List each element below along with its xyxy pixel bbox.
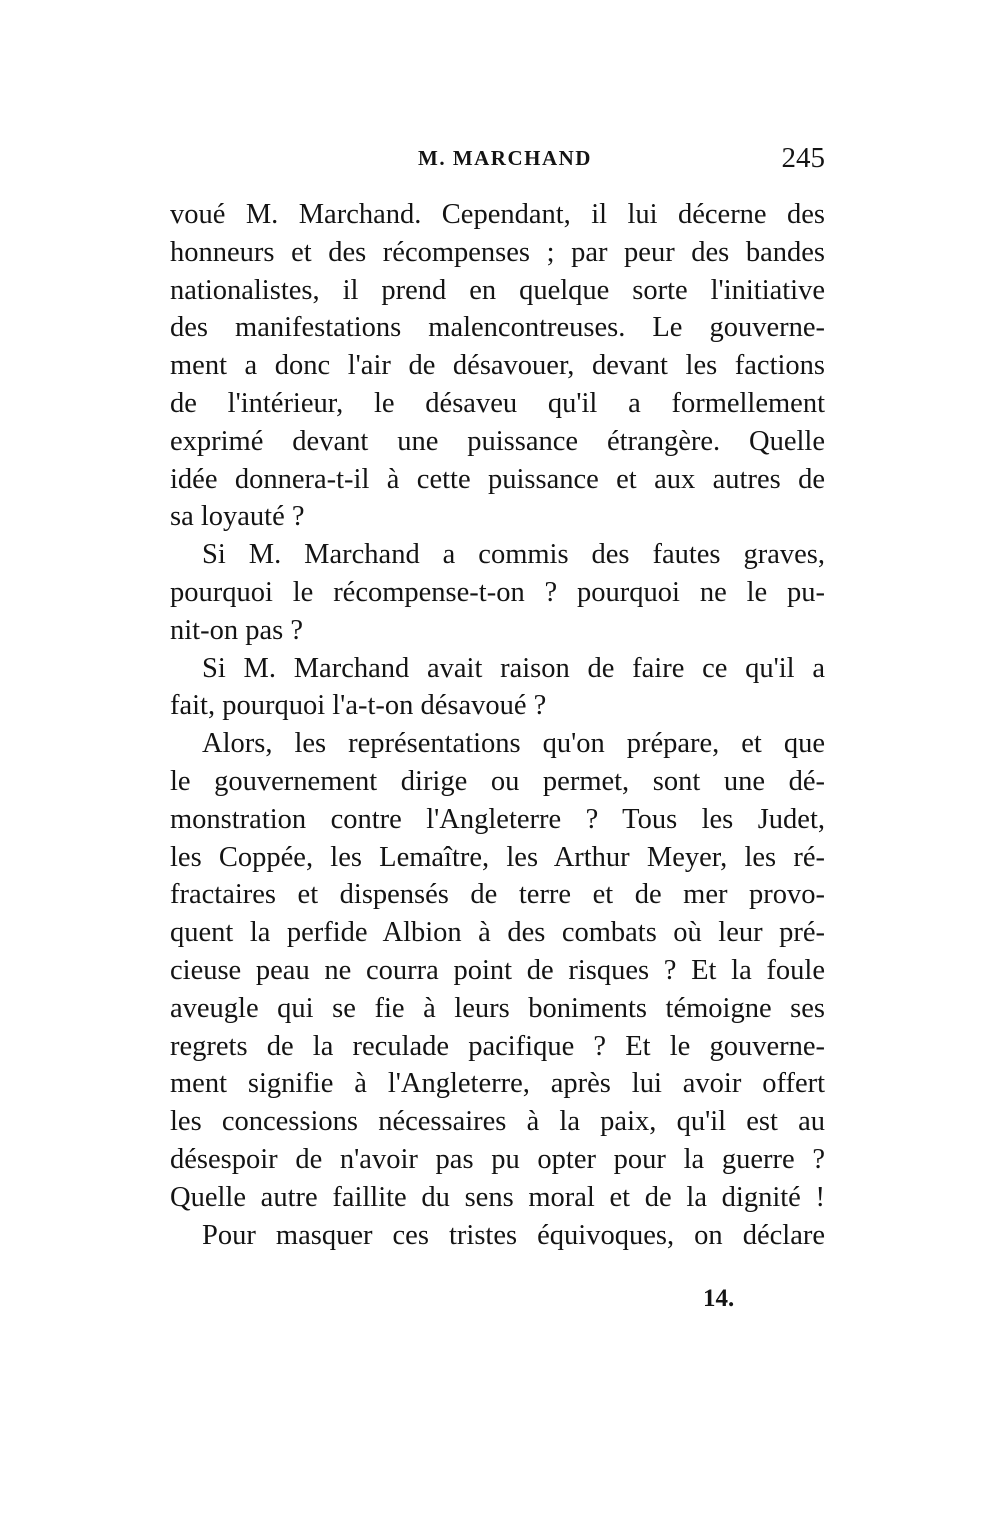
text-line: aveugle qui se fie à leurs boniments témoigne ses <box>170 992 825 1024</box>
signature-mark: 14. <box>703 1285 735 1312</box>
body-text <box>170 196 825 1254</box>
text-line: ment a donc l'air de désavouer, devant les factions <box>170 350 825 382</box>
text-line: ment signifie à l'Angleterre, après lui avoir offert <box>170 1068 825 1100</box>
text-line: fait, pourquoi l'a-t-on désavoué ? <box>170 690 547 722</box>
text-line: idée donnera-t-il à cette puissance et aux autres de <box>170 463 825 495</box>
text-line: regrets de la reculade pacifique ? Et le gouverne- <box>170 1030 825 1062</box>
text-line: de l'intérieur, le désaveu qu'il a formellement <box>170 387 825 419</box>
text-line: cieuse peau ne courra point de risques ? Et la foule <box>170 954 825 986</box>
text-line: monstration contre l'Angleterre ? Tous les Judet, <box>170 803 825 835</box>
text-line: pourquoi le récompense-t-on ? pourquoi ne le pu- <box>170 576 825 608</box>
text-line: Alors, les représentations qu'on prépare, et que <box>202 728 825 760</box>
text-line: désespoir de n'avoir pas pu opter pour la guerre ? <box>170 1143 825 1175</box>
text-line: sa loyauté ? <box>170 501 305 533</box>
running-head <box>170 142 825 180</box>
text-line: quent la perfide Albion à des combats où leur pré- <box>170 917 825 949</box>
text-line: les concessions nécessaires à la paix, qu'il est au <box>170 1106 825 1138</box>
text-line: voué M. Marchand. Cependant, il lui décerne des <box>170 199 825 230</box>
text-line: Si M. Marchand a commis des fautes graves, <box>202 539 825 571</box>
text-line: nit-on pas ? <box>170 614 303 646</box>
text-line: Si M. Marchand avait raison de faire ce qu'il a <box>202 652 825 684</box>
text-line: nationalistes, il prend en quelque sorte l'initiative <box>170 274 825 306</box>
page-number: 245 <box>781 142 825 174</box>
running-title: M. MARCHAND <box>418 146 592 170</box>
text-line: honneurs et des récompenses ; par peur des bandes <box>170 236 825 268</box>
text-line: le gouvernement dirige ou permet, sont une dé- <box>170 765 825 797</box>
text-line: Quelle autre faillite du sens moral et de la dignité ! <box>170 1181 825 1213</box>
text-line: les Coppée, les Lemaître, les Arthur Meyer, les ré- <box>170 841 825 873</box>
text-line: exprimé devant une puissance étrangère. Quelle <box>170 425 825 457</box>
text-line: fractaires et dispensés de terre et de mer provo- <box>170 879 825 911</box>
text-line: Pour masquer ces tristes équivoques, on déclare <box>202 1219 825 1251</box>
text-line: des manifestations malencontreuses. Le gouverne- <box>170 312 825 344</box>
